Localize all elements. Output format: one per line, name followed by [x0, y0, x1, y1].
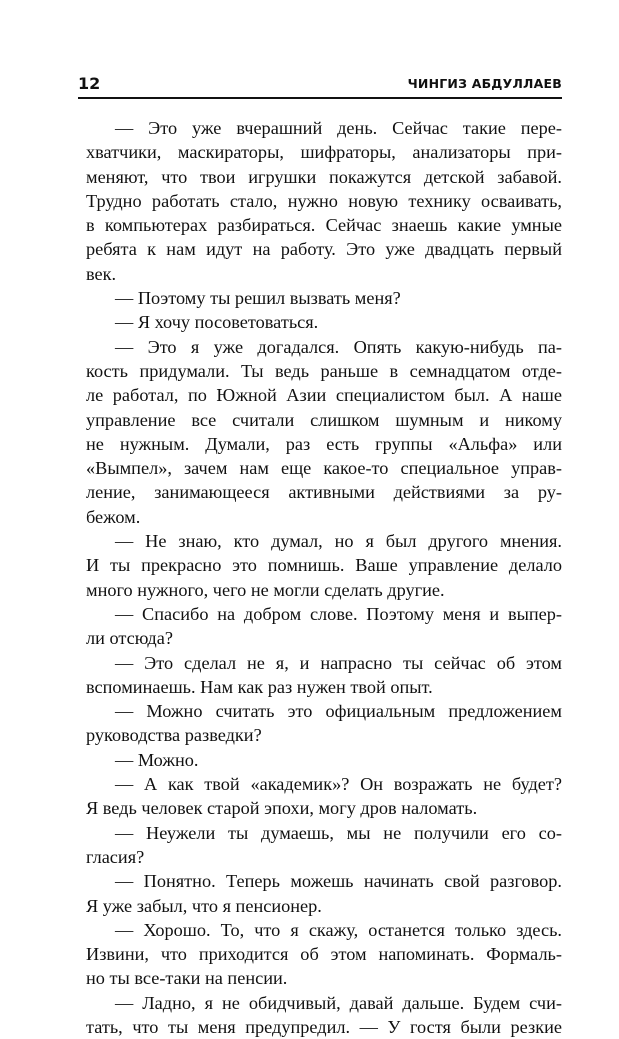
text-line: но ты все-таки на пенсии. — [86, 968, 288, 989]
text-line: Трудно работать стало, нужно новую технику осваивать, — [86, 190, 562, 211]
text-line: Я ведь человек старой эпохи, могу дров наломать. — [86, 798, 478, 819]
text-line: «Вымпел», зачем нам еще какое-то специальное управ- — [86, 458, 562, 479]
text-line: ребята к нам идут на работу. Это уже двадцать первый — [86, 239, 562, 260]
text-line: меняют, что твои игрушки покажутся детской забавой. — [86, 166, 562, 187]
text-line: вспоминаешь. Нам как раз нужен твой опыт. — [86, 676, 433, 697]
body-text — [86, 116, 562, 1039]
text-line: — Ладно, я не обидчивый, давай дальше. Будем счи- — [115, 992, 562, 1013]
text-line: в компьютерах разбираться. Сейчас знаешь какие умные — [86, 215, 562, 236]
text-line: — Это я уже догадался. Опять какую-нибудь па- — [115, 336, 562, 357]
text-line: — Это сделал не я, и напрасно ты сейчас об этом — [115, 652, 562, 673]
text-line: век. — [86, 263, 117, 284]
text-line: ле работал, по Южной Азии специалистом был. А наше — [86, 385, 562, 406]
text-line: тать, что ты меня предупредил. — У гостя были резкие — [86, 1016, 562, 1037]
text-line: Я уже забыл, что я пенсионер. — [86, 895, 322, 916]
text-line: — Понятно. Теперь можешь начинать свой разговор. — [115, 871, 562, 892]
text-line: — Хорошо. То, что я скажу, останется только здесь. — [115, 919, 562, 940]
author-name: ЧИНГИЗ АБДУЛЛАЕВ — [407, 76, 562, 91]
text-line: много нужного, чего не могли сделать другие. — [86, 579, 445, 600]
text-line: — Поэтому ты решил вызвать меня? — [115, 288, 401, 309]
text-line: — Не знаю, кто думал, но я был другого мнения. — [115, 531, 562, 552]
text-line: Извини, что приходится об этом напоминать. Формаль- — [86, 944, 562, 965]
text-line: руководства разведки? — [86, 725, 262, 746]
text-line: — Можно. — [115, 749, 199, 770]
page-number: 12 — [78, 74, 101, 93]
header-rule — [78, 97, 562, 99]
text-line: — Спасибо на добром слове. Поэтому меня и выпер- — [115, 603, 562, 624]
text-line: хватчики, маскираторы, шифраторы, анализаторы при- — [86, 142, 562, 163]
text-line: бежом. — [86, 506, 141, 527]
text-line: гласия? — [86, 846, 145, 867]
text-line: ли отсюда? — [86, 628, 173, 649]
text-line: — Это уже вчерашний день. Сейчас такие пере- — [115, 118, 562, 138]
text-line: управление все считали слишком шумным и никому — [86, 409, 562, 430]
text-line: — Можно считать это официальным предложением — [115, 701, 562, 722]
text-line: — А как твой «академик»? Он возражать не будет? — [115, 774, 562, 795]
text-line: ление, занимающееся активными действиями за ру- — [86, 482, 562, 503]
running-header — [78, 72, 562, 96]
text-line: не нужным. Думали, раз есть группы «Альфа» или — [86, 433, 562, 454]
text-line: — Неужели ты думаешь, мы не получили его со- — [115, 822, 562, 843]
text-line: кость придумали. Ты ведь раньше в семнадцатом отде- — [86, 360, 562, 381]
text-line: И ты прекрасно это помнишь. Ваше управление делало — [86, 555, 562, 576]
text-line: — Я хочу посоветоваться. — [115, 312, 319, 333]
